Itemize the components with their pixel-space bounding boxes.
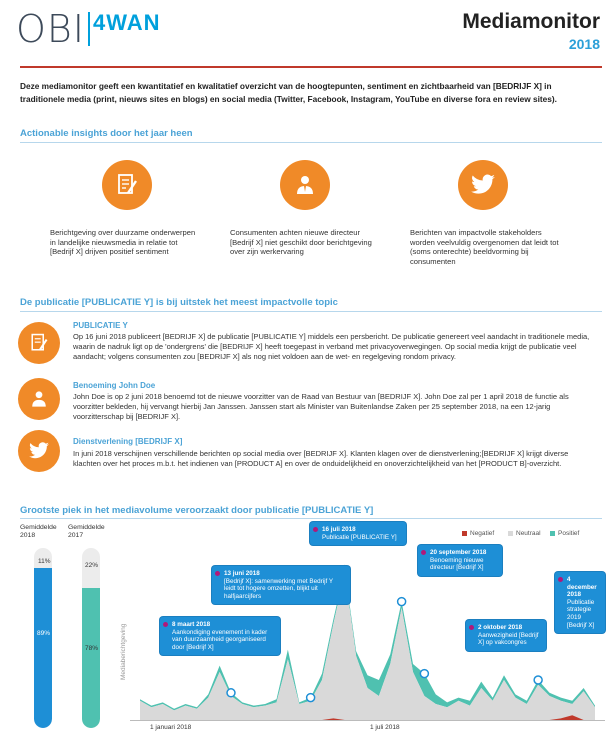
gauge-label-2018: Gemiddelde 2018 xyxy=(20,524,57,539)
annotation-dot xyxy=(163,622,168,627)
annotation-callout[interactable] xyxy=(212,566,350,604)
insight-text: Berichten van impactvolle stakeholders worden veelvuldig overgenomen dat leidt tot (soms onterechte) beeldvorming bij consumenten xyxy=(410,228,559,266)
topics-divider xyxy=(20,311,602,312)
businessman-icon xyxy=(280,160,330,210)
annotation-text: Aanwezigheid [Bedrijf X] op vakcongres xyxy=(478,631,539,647)
annotation-date: 20 september 2018 xyxy=(430,549,487,556)
topic-body: Op 16 juni 2018 publiceert [BEDRIJF X] de publicatie [PUBLICATIE Y] middels een persbericht. De publicatie genereert veel aandacht in traditionele media, waarin de nadruk ligt op de 'ondergrens' die [BEDRIJF X] heeft toegepast in verband met privacyoverwegingen. Op social media krijgt de publicatie veel aandacht; volgens consumenten zou [BEDRIJF X] als nog niet voldoen aan de wet- en regelgeving rondom privacy. xyxy=(73,332,590,361)
x-tick: 1 juli 2018 xyxy=(370,724,400,731)
legend-label: Negatief xyxy=(470,530,495,537)
annotation-marker[interactable] xyxy=(534,676,542,684)
volume-title: Grootste piek in het mediavolume veroorzaakt door publicatie [PUBLICATIE Y] xyxy=(20,505,374,516)
volume-divider xyxy=(20,518,602,519)
annotation-marker[interactable] xyxy=(227,689,235,697)
topics-title: De publicatie [PUBLICATIE Y] is bij uitstek het meest impactvolle topic xyxy=(20,297,338,308)
page-title: Mediamonitor xyxy=(462,10,600,33)
insight-text: Berichtgeving over duurzame onderwerpen in landelijke nieuwsmedia in relatie tot [Bedrijf X] drijven positief sentiment xyxy=(50,228,196,257)
intro-text: Deze mediamonitor geeft een kwantitatief en kwalitatief overzicht van de hoogtepunten, sentiment en zichtbaarheid van [BEDRIJF X] in traditionele media (print, nieuws sites en blogs) en social media (Twitter, Facebook, Instagram, YouTube en diverse fora en review sites). xyxy=(20,81,557,104)
gauge-fill-2018 xyxy=(34,568,52,728)
legend-label: Neutraal xyxy=(516,530,541,537)
annotation-dot xyxy=(215,571,220,576)
annotation-text: Benoeming nieuwe directeur [Bedrijf X] xyxy=(430,556,484,572)
x-axis xyxy=(130,720,605,721)
legend-label: Positief xyxy=(558,530,580,537)
annotation-text: Publicatie [PUBLICATIE Y] xyxy=(322,533,397,541)
gauge-2017 xyxy=(82,548,100,728)
gauge-label-2017: Gemiddelde 2017 xyxy=(68,524,105,539)
annotation-callout[interactable] xyxy=(310,522,406,545)
topic-title: Dienstverlening [BEDRIJF X] xyxy=(73,437,183,446)
topic-title: PUBLICATIE Y xyxy=(73,321,128,330)
page-year: 2018 xyxy=(568,36,600,52)
twitter-icon xyxy=(18,430,60,472)
annotation-date: 16 juli 2018 xyxy=(322,526,356,533)
businessman-icon xyxy=(18,378,60,420)
topic-body: John Doe is op 2 juni 2018 benoemd tot de nieuwe voorzitter van de Raad van Bestuur van [BEDRIJF X]. John Doe zal per 1 april 2018 de functie als voorzitter bekleden, hij vervangt hierbij Jan Janssen. Janssen start als Minister van Buitenlandse Zaken per 25 september 2018, na een 12-jarig voorzitterschap bij [BEDRIJF X]. xyxy=(73,392,569,421)
annotation-dot xyxy=(313,527,318,532)
logo-obi: OBI xyxy=(16,7,85,51)
header-divider xyxy=(20,66,602,68)
annotation-dot xyxy=(469,625,474,630)
annotation-date: 8 maart 2018 xyxy=(172,621,211,628)
logo-4wan: 4WAN xyxy=(93,10,161,35)
gauge-fill-label-2018: 89% xyxy=(37,630,51,637)
logo-separator xyxy=(88,12,90,46)
document-pen-icon xyxy=(18,322,60,364)
annotation-marker[interactable] xyxy=(307,694,315,702)
y-axis-label: Mediaberichtgeving xyxy=(120,623,127,680)
insight-text: Consumenten achten nieuwe directeur [Bedrijf X] niet geschikt door berichtgeving over zijn werkervaring xyxy=(230,228,372,257)
gauge-fill-label-2017: 78% xyxy=(85,645,99,652)
annotation-callout[interactable] xyxy=(418,545,502,576)
annotation-marker[interactable] xyxy=(420,670,428,678)
topic-title: Benoeming John Doe xyxy=(73,381,156,390)
annotation-callout[interactable] xyxy=(466,620,546,651)
annotation-callout[interactable] xyxy=(555,572,605,633)
document-pen-icon xyxy=(102,160,152,210)
annotation-date: 13 juni 2018 xyxy=(224,570,260,577)
gauge-rest-2018: 11% xyxy=(38,558,51,565)
twitter-icon xyxy=(458,160,508,210)
annotation-date: 2 oktober 2018 xyxy=(478,624,523,631)
gauge-rest-2017: 22% xyxy=(85,562,99,569)
gauge-2018 xyxy=(34,548,52,728)
annotation-dot xyxy=(558,577,563,582)
annotation-dot xyxy=(421,550,426,555)
x-tick: 1 januari 2018 xyxy=(150,724,192,731)
annotation-text: [Bedrijf X]: samenwerking met Bedrijf Y leidt tot hogere omzetten, blijkt uit halfjaarcijfers xyxy=(224,577,333,600)
gauge-fill-2017 xyxy=(82,588,100,728)
insights-title: Actionable insights door het jaar heen xyxy=(20,128,193,139)
annotation-date: 4 december 2018 xyxy=(567,576,597,599)
logo xyxy=(16,7,161,51)
topic-body: In juni 2018 verschijnen verschillende berichten op social media over [BEDRIJF X]. Klanten klagen over de dienstverlening;[BEDRIJF X] krijgt diverse klachten over het proces m.b.t. het indienen van [PRODUCT A] en over de onduidelijkheid en onoverzichtelijkheid van het [PRODUCT B]-overzicht. xyxy=(73,449,569,468)
annotation-marker[interactable] xyxy=(398,598,406,606)
annotation-callout[interactable] xyxy=(160,617,280,655)
insights-divider xyxy=(20,142,602,143)
annotation-text: Publicatie strategie 2019 [Bedrijf X] xyxy=(567,598,595,629)
annotation-text: Aankondiging evenement in kader van duurzaamheid georganiseerd door [Bedrijf X] xyxy=(172,628,268,651)
